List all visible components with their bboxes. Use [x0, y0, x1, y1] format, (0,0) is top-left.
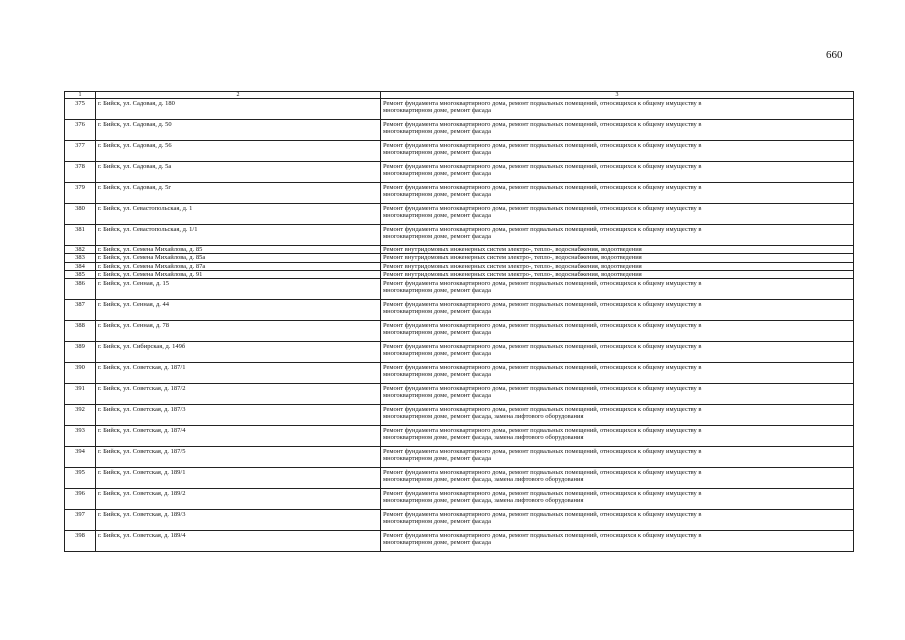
row-number-cell: 390 — [65, 363, 96, 384]
row-number-cell: 398 — [65, 531, 96, 552]
row-number-cell: 389 — [65, 342, 96, 363]
repair-work-line: многоквартирном доме, ремонт фасада — [383, 392, 491, 400]
repair-work-cell — [381, 405, 854, 426]
page-number: 660 — [826, 49, 843, 61]
address-cell: г. Бийск, ул. Садовая, д. 56 — [96, 141, 381, 162]
address-cell: г. Бийск, ул. Советская, д. 187/3 — [96, 405, 381, 426]
row-number-cell: 381 — [65, 225, 96, 246]
row-number-cell: 396 — [65, 489, 96, 510]
repair-work-cell — [381, 384, 854, 405]
row-number-cell: 395 — [65, 468, 96, 489]
table-row — [65, 262, 854, 270]
repair-work-line: Ремонт фундамента многоквартирного дома, ремонт подвальных помещений, относящихся к общему имуществу в — [383, 280, 702, 288]
address-cell: г. Бийск, ул. Советская, д. 189/2 — [96, 489, 381, 510]
repair-work-line: Ремонт фундамента многоквартирного дома, ремонт подвальных помещений, относящихся к общему имуществу в — [383, 322, 702, 330]
address-cell: г. Бийск, ул. Садовая, д. 50 — [96, 120, 381, 141]
repair-work-cell — [381, 363, 854, 384]
repair-work-cell — [381, 468, 854, 489]
repair-work-cell — [381, 270, 854, 278]
repair-work-cell — [381, 204, 854, 225]
address-cell: г. Бийск, ул. Севастопольская, д. 1/1 — [96, 225, 381, 246]
address-cell: г. Бийск, ул. Семена Михайлова, д. 85а — [96, 254, 381, 262]
row-number-cell: 382 — [65, 246, 96, 254]
repair-work-line: Ремонт фундамента многоквартирного дома, ремонт подвальных помещений, относящихся к общему имуществу в — [383, 469, 702, 477]
repair-work-line: Ремонт фундамента многоквартирного дома, ремонт подвальных помещений, относящихся к общему имуществу в — [383, 100, 702, 107]
row-number-cell: 383 — [65, 254, 96, 262]
table-header-row — [65, 92, 854, 99]
repair-work-line: многоквартирном доме, ремонт фасада — [383, 371, 491, 379]
row-number-cell: 397 — [65, 510, 96, 531]
table-row — [65, 120, 854, 141]
repair-work-cell — [381, 141, 854, 162]
repair-work-cell — [381, 120, 854, 141]
address-cell: г. Бийск, ул. Советская, д. 189/1 — [96, 468, 381, 489]
table-row — [65, 225, 854, 246]
repair-work-line: многоквартирном доме, ремонт фасада — [383, 308, 491, 316]
repair-work-line: Ремонт фундамента многоквартирного дома, ремонт подвальных помещений, относящихся к общему имуществу в — [383, 343, 702, 351]
repair-work-cell — [381, 300, 854, 321]
row-number-cell: 375 — [65, 99, 96, 120]
table-row — [65, 254, 854, 262]
repair-work-line: многоквартирном доме, ремонт фасада, замена лифтового оборудования — [383, 476, 584, 484]
row-number-cell: 384 — [65, 262, 96, 270]
repair-work-line: Ремонт фундамента многоквартирного дома, ремонт подвальных помещений, относящихся к общему имуществу в — [383, 448, 702, 456]
row-number-cell: 380 — [65, 204, 96, 225]
repair-work-line: многоквартирном доме, ремонт фасада — [383, 149, 491, 157]
row-number-cell: 393 — [65, 426, 96, 447]
repair-work-cell — [381, 426, 854, 447]
row-number-cell: 378 — [65, 162, 96, 183]
column-header-3: 3 — [381, 92, 854, 99]
address-cell: г. Бийск, ул. Сибирская, д. 149б — [96, 342, 381, 363]
table-row — [65, 183, 854, 204]
row-number-cell: 379 — [65, 183, 96, 204]
address-cell: г. Бийск, ул. Садовая, д. 5г — [96, 183, 381, 204]
row-number-cell: 386 — [65, 279, 96, 300]
table-row — [65, 384, 854, 405]
address-cell: г. Бийск, ул. Семена Михайлова, д. 87а — [96, 262, 381, 270]
row-number-cell: 387 — [65, 300, 96, 321]
repair-work-cell — [381, 489, 854, 510]
table-row — [65, 342, 854, 363]
repair-work-cell — [381, 279, 854, 300]
address-cell: г. Бийск, ул. Советская, д. 189/3 — [96, 510, 381, 531]
repair-work-line: Ремонт фундамента многоквартирного дома, ремонт подвальных помещений, относящихся к общему имуществу в — [383, 184, 702, 191]
table-row — [65, 489, 854, 510]
row-number-cell: 392 — [65, 405, 96, 426]
repair-work-line: многоквартирном доме, ремонт фасада — [383, 518, 491, 526]
table-row — [65, 468, 854, 489]
repair-work-cell — [381, 183, 854, 204]
row-number-cell: 376 — [65, 120, 96, 141]
row-number-cell: 388 — [65, 321, 96, 342]
address-cell: г. Бийск, ул. Советская, д. 187/5 — [96, 447, 381, 468]
repair-work-line: многоквартирном доме, ремонт фасада — [383, 128, 491, 136]
address-cell: г. Бийск, ул. Советская, д. 187/4 — [96, 426, 381, 447]
repair-work-cell — [381, 99, 854, 120]
repair-work-line: многоквартирном доме, ремонт фасада — [383, 329, 491, 337]
repair-work-cell — [381, 225, 854, 246]
address-cell: г. Бийск, ул. Советская, д. 189/4 — [96, 531, 381, 552]
repair-work-line: Ремонт фундамента многоквартирного дома, ремонт подвальных помещений, относящихся к общему имуществу в — [383, 364, 702, 372]
column-header-1: 1 — [65, 92, 96, 99]
repair-work-cell — [381, 254, 854, 262]
repair-work-line: Ремонт фундамента многоквартирного дома, ремонт подвальных помещений, относящихся к общему имуществу в — [383, 142, 702, 149]
repair-work-cell — [381, 246, 854, 254]
address-cell: г. Бийск, ул. Сенная, д. 78 — [96, 321, 381, 342]
repair-work-line: многоквартирном доме, ремонт фасада — [383, 350, 491, 358]
repair-work-line: Ремонт внутридомовых инженерных систем электро-, тепло-, водоснабжения, водоотведения — [383, 270, 642, 278]
repair-work-line: многоквартирном доме, ремонт фасада, замена лифтового оборудования — [383, 434, 584, 442]
repair-work-line: многоквартирном доме, ремонт фасада, замена лифтового оборудования — [383, 413, 584, 421]
table-row — [65, 531, 854, 552]
repair-work-line: Ремонт фундамента многоквартирного дома, ремонт подвальных помещений, относящихся к общему имуществу в — [383, 163, 702, 170]
repair-work-line: многоквартирном доме, ремонт фасада — [383, 539, 491, 547]
address-cell: г. Бийск, ул. Советская, д. 187/2 — [96, 384, 381, 405]
repair-work-line: Ремонт внутридомовых инженерных систем электро-, тепло-, водоснабжения, водоотведения — [383, 254, 642, 262]
repair-work-line: многоквартирном доме, ремонт фасада — [383, 455, 491, 463]
address-cell: г. Бийск, ул. Семена Михайлова, д. 85 — [96, 246, 381, 254]
table-row — [65, 246, 854, 254]
repair-work-line: многоквартирном доме, ремонт фасада — [383, 212, 491, 220]
repair-work-line: Ремонт фундамента многоквартирного дома, ремонт подвальных помещений, относящихся к общему имуществу в — [383, 301, 702, 309]
repair-work-line: многоквартирном доме, ремонт фасада — [383, 191, 491, 199]
repair-schedule-table — [64, 91, 854, 552]
repair-work-line: Ремонт внутридомовых инженерных систем электро-, тепло-, водоснабжения, водоотведения — [383, 246, 642, 253]
table-row — [65, 204, 854, 225]
table-row — [65, 321, 854, 342]
repair-work-cell — [381, 531, 854, 552]
repair-work-cell — [381, 510, 854, 531]
repair-work-cell — [381, 342, 854, 363]
table-row — [65, 162, 854, 183]
table-row — [65, 426, 854, 447]
repair-work-line: Ремонт фундамента многоквартирного дома, ремонт подвальных помещений, относящихся к общему имуществу в — [383, 226, 702, 233]
address-cell: г. Бийск, ул. Садовая, д. 5а — [96, 162, 381, 183]
row-number-cell: 391 — [65, 384, 96, 405]
repair-work-line: многоквартирном доме, ремонт фасада, замена лифтового оборудования — [383, 497, 584, 505]
row-number-cell: 385 — [65, 270, 96, 278]
repair-work-line: Ремонт фундамента многоквартирного дома, ремонт подвальных помещений, относящихся к общему имуществу в — [383, 490, 702, 498]
address-cell: г. Бийск, ул. Советская, д. 187/1 — [96, 363, 381, 384]
address-cell: г. Бийск, ул. Садовая, д. 180 — [96, 99, 381, 120]
repair-work-cell — [381, 321, 854, 342]
address-cell: г. Бийск, ул. Севастопольская, д. 1 — [96, 204, 381, 225]
repair-work-line: Ремонт фундамента многоквартирного дома, ремонт подвальных помещений, относящихся к общему имуществу в — [383, 406, 702, 414]
address-cell: г. Бийск, ул. Сенная, д. 44 — [96, 300, 381, 321]
repair-work-cell — [381, 162, 854, 183]
table-row — [65, 363, 854, 384]
repair-work-line: Ремонт фундамента многоквартирного дома, ремонт подвальных помещений, относящихся к общему имуществу в — [383, 427, 702, 435]
repair-work-line: Ремонт фундамента многоквартирного дома, ремонт подвальных помещений, относящихся к общему имуществу в — [383, 121, 702, 128]
repair-work-line: Ремонт фундамента многоквартирного дома, ремонт подвальных помещений, относящихся к общему имуществу в — [383, 511, 702, 519]
repair-work-line: Ремонт фундамента многоквартирного дома, ремонт подвальных помещений, относящихся к общему имуществу в — [383, 532, 702, 540]
repair-work-cell — [381, 262, 854, 270]
table-row — [65, 99, 854, 120]
row-number-cell: 377 — [65, 141, 96, 162]
repair-work-line: многоквартирном доме, ремонт фасада — [383, 107, 491, 115]
row-number-cell: 394 — [65, 447, 96, 468]
table-row — [65, 510, 854, 531]
repair-work-line: Ремонт внутридомовых инженерных систем электро-, тепло-, водоснабжения, водоотведения — [383, 262, 642, 270]
repair-work-cell — [381, 447, 854, 468]
address-cell: г. Бийск, ул. Семена Михайлова, д. 91 — [96, 270, 381, 278]
repair-work-line: Ремонт фундамента многоквартирного дома, ремонт подвальных помещений, относящихся к общему имуществу в — [383, 205, 702, 212]
table-row — [65, 279, 854, 300]
repair-work-line: многоквартирном доме, ремонт фасада — [383, 287, 491, 295]
address-cell: г. Бийск, ул. Сенная, д. 15 — [96, 279, 381, 300]
repair-work-line: Ремонт фундамента многоквартирного дома, ремонт подвальных помещений, относящихся к общему имуществу в — [383, 385, 702, 393]
column-header-2: 2 — [96, 92, 381, 99]
table-row — [65, 270, 854, 278]
table-row — [65, 447, 854, 468]
table-row — [65, 405, 854, 426]
table-row — [65, 141, 854, 162]
repair-work-line: многоквартирном доме, ремонт фасада — [383, 170, 491, 178]
table-row — [65, 300, 854, 321]
repair-work-line: многоквартирном доме, ремонт фасада — [383, 233, 491, 241]
